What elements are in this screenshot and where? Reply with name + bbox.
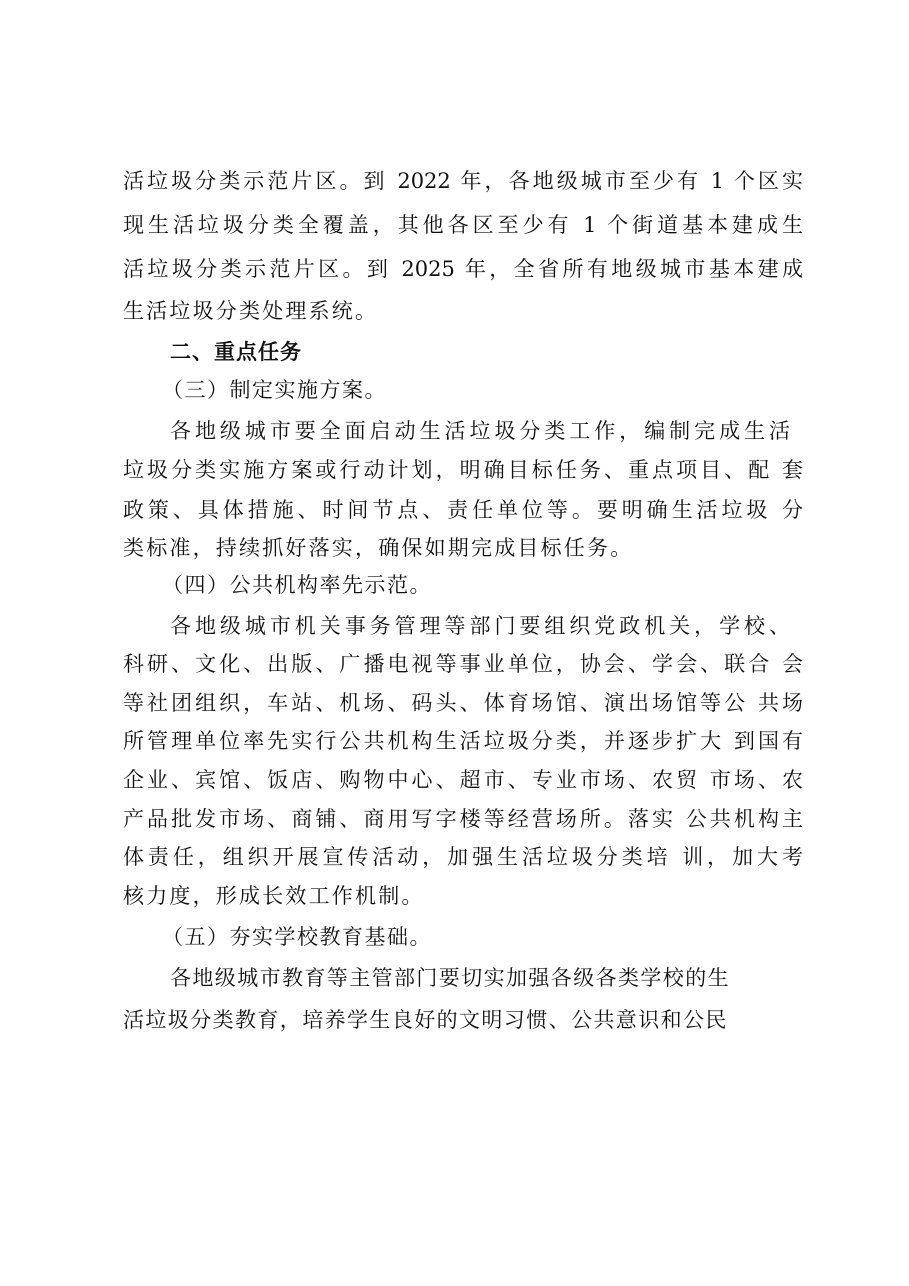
body-text-line: 生活垃圾分类处理系统。 [123, 299, 379, 323]
body-text-line: 各地级城市要全面启动生活垃圾分类工作，编制完成生活 [170, 419, 790, 443]
body-text-line: 政策、具体措施、时间节点、责任单位等。要明确生活垃圾 分 [123, 498, 803, 522]
body-text-line: 各地级城市教育等主管部门要切实加强各级各类学校的生 [170, 966, 730, 990]
subsection-heading: （四）公共机构率先示范。 [162, 573, 432, 597]
body-text-line: 所管理单位率先实行公共机构生活垃圾分类，并逐步扩大 到国有 [123, 729, 803, 753]
body-text-line: 活垃圾分类教育，培养学生良好的文明习惯、公共意识和公民 [123, 1008, 728, 1032]
subsection-heading: （三）制定实施方案。 [162, 378, 387, 402]
body-text-line: 等社团组织，车站、机场、码头、体育场馆、演出场馆等公 共场 [123, 691, 803, 715]
body-text-line: 科研、文化、出版、广播电视等事业单位，协会、学会、联合 会 [123, 652, 803, 676]
body-text-line: 体责任，组织开展宣传活动，加强生活垃圾分类培 训，加大考 [123, 845, 803, 869]
body-text-line: 类标准，持续抓好落实，确保如期完成目标任务。 [123, 536, 634, 560]
body-text-line: 现生活垃圾分类全覆盖，其他各区至少有 1 个街道基本建成生 [123, 213, 803, 237]
body-text-line: 产品批发市场、商铺、商用写字楼等经营场所。落实 公共机构主 [123, 807, 803, 831]
body-text-line: 核力度，形成长效工作机制。 [123, 884, 425, 908]
subsection-heading: （五）夯实学校教育基础。 [162, 925, 432, 949]
body-text-line: 各地级城市机关事务管理等部门要组织党政机关，学校、 [170, 614, 790, 638]
section-heading: 二、重点任务 [170, 340, 302, 364]
body-text-line: 活垃圾分类示范片区。到 2025 年，全省所有地级城市基本建成 [123, 257, 803, 281]
body-text-line: 垃圾分类实施方案或行动计划，明确目标任务、重点项目、配 套 [123, 458, 803, 482]
body-text-line: 企业、宾馆、饭店、购物中心、超市、专业市场、农贸 市场、农 [123, 768, 803, 792]
body-text-line: 活垃圾分类示范片区。到 2022 年，各地级城市至少有 1 个区实 [123, 169, 803, 193]
